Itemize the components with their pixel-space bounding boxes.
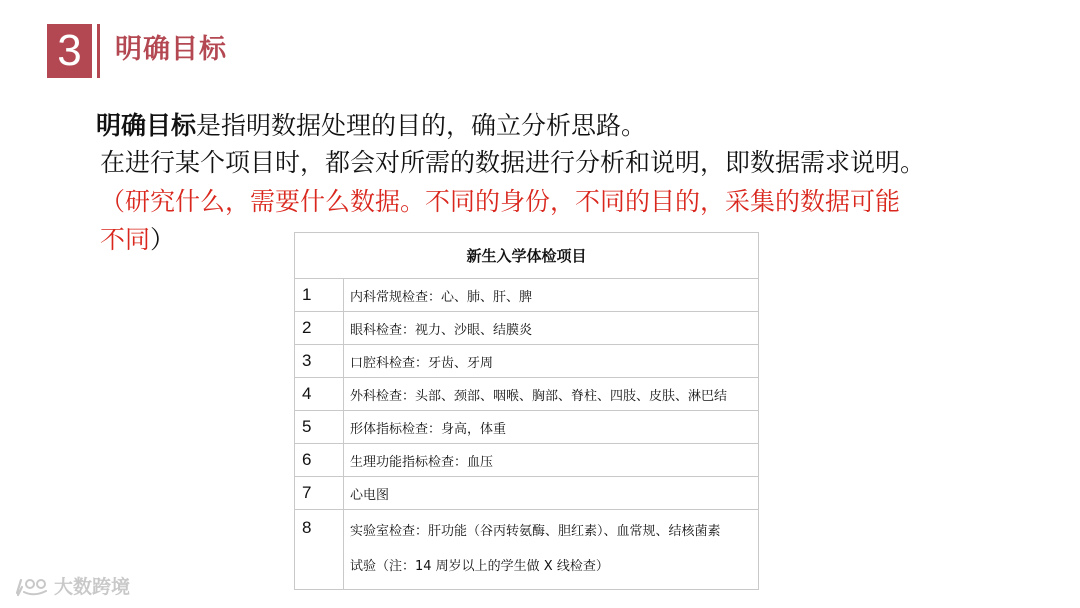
definition-text: 是指明数据处理的目的，确立分析思路。 — [196, 111, 647, 140]
row-number: 8 — [295, 510, 344, 590]
section-divider — [97, 24, 100, 78]
row-number: 5 — [295, 411, 344, 444]
row-item: 口腔科检查：牙齿、牙周 — [344, 345, 759, 378]
table-row — [295, 345, 759, 378]
section-number: 3 — [47, 24, 92, 78]
row-item: 心电图 — [344, 477, 759, 510]
section-title: 明确目标 — [115, 34, 227, 65]
paragraph-explanation: 在进行某个项目时，都会对所需的数据进行分析和说明，即数据需求说明。 — [100, 148, 926, 177]
row-item-line2: 试验（注：14 周岁以上的学生做 X 线检查） — [350, 559, 609, 574]
row-number: 7 — [295, 477, 344, 510]
table-title: 新生入学体检项目 — [295, 233, 759, 279]
note-red-text: 不同 — [100, 225, 151, 254]
watermark — [14, 572, 130, 599]
row-number: 3 — [295, 345, 344, 378]
row-item: 眼科检查：视力、沙眼、结膜炎 — [344, 312, 759, 345]
row-number: 1 — [295, 279, 344, 312]
row-item: 生理功能指标检查：血压 — [344, 444, 759, 477]
row-number: 6 — [295, 444, 344, 477]
row-number: 4 — [295, 378, 344, 411]
dashujujing-logo-icon — [14, 575, 50, 597]
table-row — [295, 378, 759, 411]
table-row — [295, 312, 759, 345]
row-number: 2 — [295, 312, 344, 345]
watermark-text: 大数跨境 — [54, 576, 131, 598]
table-row — [295, 477, 759, 510]
table-header-row — [295, 233, 759, 279]
note-close-paren: ） — [150, 225, 176, 254]
table-row — [295, 411, 759, 444]
exam-items-table — [294, 232, 759, 590]
definition-term: 明确目标 — [96, 111, 197, 140]
paragraph-note-line2 — [100, 222, 175, 258]
row-item: 外科检查：头部、颈部、咽喉、胸部、脊柱、四肢、皮肤、淋巴结 — [344, 378, 759, 411]
table-row — [295, 279, 759, 312]
paragraph-definition — [96, 108, 646, 144]
table-row — [295, 444, 759, 477]
row-item-line1: 实验室检查：肝功能（谷丙转氨酶、胆红素）、血常规、结核菌素 — [350, 524, 721, 539]
paragraph-note-line1: （研究什么，需要什么数据。不同的身份，不同的目的，采集的数据可能 — [100, 187, 901, 216]
row-item: 形体指标检查：身高，体重 — [344, 411, 759, 444]
row-item: 内科常规检查：心、肺、肝、脾 — [344, 279, 759, 312]
table-row — [295, 510, 759, 590]
row-item — [344, 510, 759, 590]
